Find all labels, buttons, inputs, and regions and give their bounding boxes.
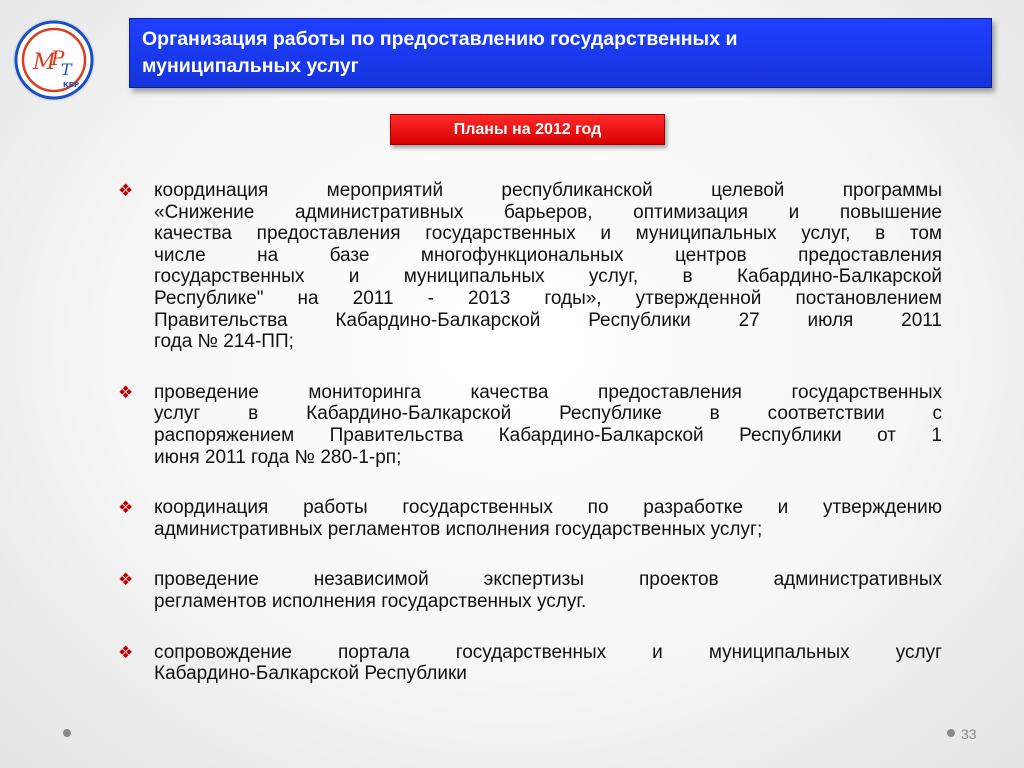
bullet-icon: ❖	[118, 642, 134, 662]
text-line: июня 2011 года № 280-1-рп;	[154, 446, 402, 468]
text-line: проведение мониторинга качества предоставления государственных	[154, 381, 942, 403]
left-nav-dot	[63, 729, 71, 737]
text-line: координация мероприятий республиканской целевой программы	[154, 180, 942, 201]
list-item-text	[154, 497, 942, 540]
text-line: числе на базе многофункциональных центров предоставления	[154, 244, 942, 266]
text-line: года № 214-ПП;	[154, 331, 294, 353]
slide-title-line-2: муниципальных услуг	[142, 55, 359, 77]
list-item	[118, 569, 942, 612]
bullet-icon: ❖	[118, 498, 134, 518]
svg-text:КБР: КБР	[63, 81, 80, 89]
text-line: государственных и муниципальных услуг, в Кабардино-Балкарской	[154, 266, 942, 288]
text-line: административных регламентов исполнения государственных услуг;	[154, 518, 763, 540]
list-item	[118, 180, 942, 353]
list-item-text	[154, 569, 942, 612]
list-item	[118, 642, 942, 685]
list-item-text	[154, 382, 942, 468]
right-nav-dot	[947, 729, 955, 737]
svg-text:Р: Р	[51, 46, 65, 70]
svg-text:М: М	[33, 50, 56, 75]
bullet-icon: ❖	[118, 382, 134, 402]
text-line: Правительства Кабардино-Балкарской Республики 27 июля 2011	[154, 309, 942, 331]
text-line: сопровождение портала государственных и муниципальных услуг	[154, 641, 942, 663]
organization-logo	[11, 17, 97, 103]
text-line: распоряжением Правительства Кабардино-Балкарской Республики от 1	[154, 424, 942, 446]
text-line: Республике" на 2011 - 2013 годы», утвержденной постановлением	[154, 287, 942, 309]
page-number: 33	[961, 726, 977, 742]
svg-text:Т: Т	[61, 60, 72, 79]
list-item-text	[154, 180, 942, 353]
slide-header	[129, 18, 992, 88]
plans-badge: Планы на 2012 год	[390, 114, 665, 145]
slide-title-line-1: Организация работы по предоставлению государственных и	[142, 28, 738, 50]
list-item	[118, 497, 942, 540]
plan-list	[118, 180, 942, 685]
list-item-text	[154, 642, 942, 685]
text-line: качества предоставления государственных и муниципальных услуг, в том	[154, 223, 942, 245]
text-line: координация работы государственных по разработке и утверждению	[154, 497, 942, 519]
list-item	[118, 382, 942, 468]
text-line: услуг в Кабардино-Балкарской Республике в соответствии с	[154, 403, 942, 425]
bullet-icon: ❖	[118, 570, 134, 590]
slide-title	[142, 26, 979, 80]
text-line: Кабардино-Балкарской Республики	[154, 663, 467, 685]
text-line: проведение независимой экспертизы проектов административных	[154, 569, 942, 591]
text-line: регламентов исполнения государственных услуг.	[154, 590, 587, 612]
bullet-icon: ❖	[118, 181, 134, 200]
text-line: «Снижение административных барьеров, оптимизация и повышение	[154, 201, 942, 223]
